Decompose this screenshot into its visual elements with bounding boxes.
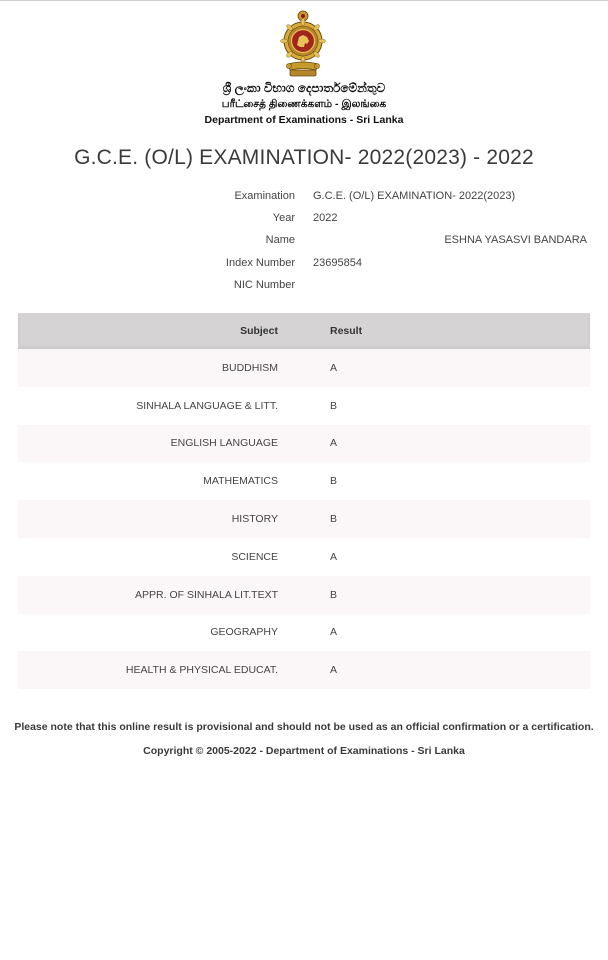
subject-cell: BUDDHISM	[221, 361, 278, 374]
subject-cell: SINHALA LANGUAGE & LITT.	[136, 399, 278, 412]
provisional-result-note: Please note that this online result is provisional and should not be used as an official confirmation or a certification.	[14, 721, 594, 733]
table-row	[18, 349, 590, 387]
name-value: ESHNA YASASVI BANDARA	[444, 234, 587, 246]
result-cell: A	[330, 664, 338, 677]
index-number-label: Index Number	[225, 257, 295, 269]
table-row	[18, 425, 590, 463]
subject-cell: APPR. OF SINHALA LIT.TEXT	[135, 588, 278, 601]
result-cell: B	[330, 475, 338, 488]
result-cell: B	[330, 513, 338, 526]
results-table-body	[18, 349, 590, 689]
table-row	[18, 462, 590, 500]
dept-name-english: Department of Examinations - Sri Lanka	[204, 114, 404, 126]
dept-name-tamil: பரீட்சைத் திணைக்களம் - இலங்கை	[221, 98, 387, 110]
table-row	[18, 651, 590, 689]
result-cell: A	[330, 437, 338, 450]
subject-cell: ENGLISH LANGUAGE	[170, 437, 278, 450]
subject-cell: GEOGRAPHY	[210, 626, 278, 639]
table-row	[18, 500, 590, 538]
result-column-header: Result	[330, 325, 363, 337]
page-title: G.C.E. (O/L) EXAMINATION- 2022(2023) - 2022	[74, 146, 534, 169]
dept-name-sinhala: ශ්‍රී ලංකා විභාග දෙපාර්තමේන්තුව	[222, 81, 386, 95]
copyright-text: Copyright © 2005-2022 - Department of Examinations - Sri Lanka	[143, 745, 465, 757]
subject-column-header: Subject	[240, 325, 278, 337]
results-table	[18, 313, 590, 689]
year-value: 2022	[313, 212, 338, 224]
index-number-value: 23695854	[313, 257, 362, 269]
table-row	[18, 538, 590, 576]
examination-label: Examination	[234, 190, 295, 202]
sri-lanka-emblem-icon	[280, 10, 326, 78]
results-table-header	[18, 313, 590, 349]
result-cell: A	[330, 550, 338, 563]
subject-cell: MATHEMATICS	[203, 475, 278, 488]
top-border	[0, 0, 608, 1]
result-cell: B	[330, 399, 338, 412]
result-cell: A	[330, 626, 338, 639]
table-row	[18, 387, 590, 425]
subject-cell: HISTORY	[231, 513, 278, 526]
examination-value: G.C.E. (O/L) EXAMINATION- 2022(2023)	[313, 190, 516, 202]
result-cell: A	[330, 361, 338, 374]
year-label: Year	[272, 212, 295, 224]
table-row	[18, 614, 590, 652]
subject-cell: SCIENCE	[231, 550, 278, 563]
nic-number-label: NIC Number	[233, 279, 295, 291]
table-row	[18, 576, 590, 614]
result-cell: B	[330, 588, 338, 601]
name-label: Name	[265, 234, 295, 246]
subject-cell: HEALTH & PHYSICAL EDUCAT.	[125, 664, 278, 677]
